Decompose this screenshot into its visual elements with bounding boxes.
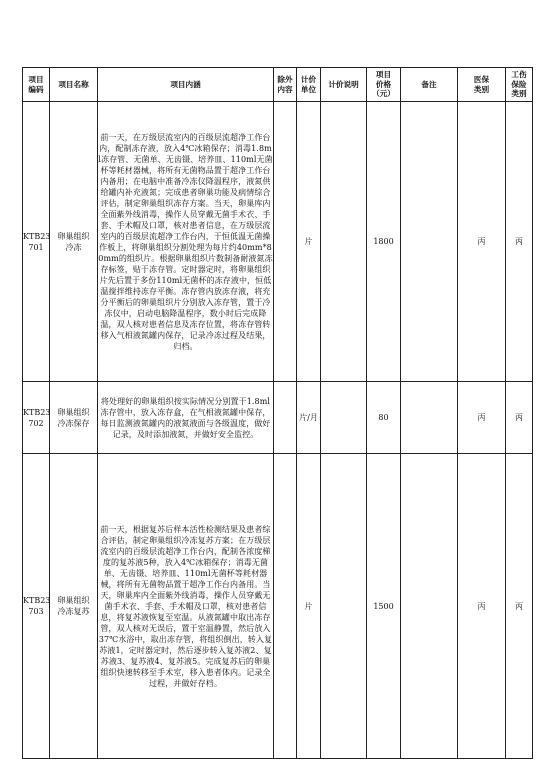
header-content: 项目内涵 xyxy=(98,68,274,102)
table-row xyxy=(23,102,533,382)
unit-cell: 片/月 xyxy=(297,382,321,454)
exclusions-cell xyxy=(274,382,297,454)
name-line: 冷冻复苏 xyxy=(57,607,90,616)
code-cell xyxy=(23,454,50,759)
header-injury-line: 保险 xyxy=(511,79,527,89)
table-header xyxy=(23,68,533,102)
header-injury-category xyxy=(506,68,533,102)
header-price-line: 价格 xyxy=(375,79,392,89)
unit-cell: 片 xyxy=(297,102,321,382)
name-line: 冷冻保存 xyxy=(57,418,90,428)
pricing-note-cell xyxy=(321,382,367,454)
header-code xyxy=(23,68,50,102)
header-insurance-line: 类别 xyxy=(473,84,490,94)
content-cell: 前一天，根据复苏后样本活性检测结果及患者综合评估，制定卵巢组织冷冻复苏方案；在万级层流室内的百级层流超净工作台内，配制各浓度梯度的复苏液5种，放入4℃冰箱保存；消毒无菌单、无齿镊、培养皿、110ml无菌杯等耗材器械，将所有无菌物品置于超净工作台内备用。当天，卵巢库内全面紫外线消毒，操作人员穿戴无菌手术衣、手套、手术帽及口罩，核对患者信息，将复苏液恢复至室温。从液氮罐中取出冻存管，双人核对无误后，置于室温静置，然后放入37℃水浴中，取出冻存管，将组织倒出，转入复苏液1，定时器定时，然后逐步转入复苏液2、复苏液3、复苏液4、复苏液5。完成复苏后的卵巢组织快速转移至手术室，移入患者体内。记录全过程，并做好存档。 xyxy=(98,454,274,759)
header-unit xyxy=(297,68,321,102)
name-line: 卵巢组织 xyxy=(57,596,90,605)
name-line: 卵巢组织 xyxy=(57,231,90,241)
code-line: KTB23 xyxy=(23,407,51,417)
exclusions-cell xyxy=(274,454,297,759)
price-cell: 1800 xyxy=(367,102,401,382)
insurance-category-cell: 丙 xyxy=(458,102,506,382)
price-cell: 1500 xyxy=(367,454,401,759)
code-cell xyxy=(23,102,50,382)
remarks-cell xyxy=(401,454,458,759)
price-cell: 80 xyxy=(367,382,401,454)
header-exclusions xyxy=(274,68,297,102)
unit-cell: 片 xyxy=(297,454,321,759)
code-cell xyxy=(23,382,50,454)
header-price xyxy=(367,68,401,102)
header-code-line: 项目 xyxy=(28,75,44,84)
insurance-category-cell: 丙 xyxy=(458,454,506,759)
code-line: KTB23 xyxy=(23,231,51,241)
header-remarks: 备注 xyxy=(401,68,458,102)
exclusions-cell xyxy=(274,102,297,382)
header-row xyxy=(23,68,533,102)
injury-category-cell: 丙 xyxy=(506,102,533,382)
code-line: 702 xyxy=(28,418,44,428)
name-cell xyxy=(50,102,98,382)
code-line: KTB23 xyxy=(23,596,51,605)
header-price-line: （元） xyxy=(372,89,395,99)
pricing-note-cell xyxy=(321,454,367,759)
header-injury-line: 类别 xyxy=(511,89,527,99)
table-row xyxy=(23,454,533,759)
header-injury-line: 工伤 xyxy=(511,70,527,80)
code-line: 703 xyxy=(28,607,44,616)
pricing-note-cell xyxy=(321,102,367,382)
header-price-line: 项目 xyxy=(375,70,392,80)
code-line: 701 xyxy=(28,242,44,252)
name-cell xyxy=(50,382,98,454)
header-unit-line: 单位 xyxy=(300,84,317,94)
header-unit-line: 计价 xyxy=(300,75,317,84)
remarks-cell xyxy=(401,102,458,382)
injury-category-cell: 丙 xyxy=(506,382,533,454)
header-code-line: 编码 xyxy=(28,84,44,94)
header-exclusions-line: 除外 xyxy=(277,75,293,84)
name-cell xyxy=(50,454,98,759)
name-line: 卵巢组织 xyxy=(57,407,90,417)
insurance-category-cell: 丙 xyxy=(458,382,506,454)
remarks-cell xyxy=(401,382,458,454)
content-cell: 前一天，在万级层流室内的百级层流超净工作台内，配制冻存液，放入4℃冰箱保存；消毒1.8ml冻存管、无菌单、无齿镊、培养皿、110ml无菌杯等耗材器械，将所有无菌物品置于超净工作台内备用；在电脑中准备冷冻仪降温程序，液氮供给罐内补充液氮；完成患者卵巢功能及病情综合评估，制定卵巢组织冻存方案。当天，卵巢库内全面紫外线消毒，操作人员穿戴无菌手术衣、手套、手术帽及口罩，核对患者信息，在万级层流室内的百级层流超净工作台内，于恒低温无菌操作板上，将卵巢组织分割处理为每片约40mm*80mm的组织片。根据卵巢组织片数制备耐液氮冻存标签，贴于冻存管。定时器定时，将卵巢组织片先后置于多份110ml无菌杯的冻存液中，恒低温搅拌维持冻存平衡。冻存管内放冻存液，将充分平衡后的卵巢组织片分别放入冻存管，置于冷冻仪中，启动电脑降温程序，数小时后完成降温，双人核对患者信息及冻存位置，将冻存管转移入气相液氮罐内保存，记录冷冻过程及结果，归档。 xyxy=(98,102,274,382)
header-pricing-note: 计价说明 xyxy=(321,68,367,102)
header-exclusions-line: 内容 xyxy=(277,84,293,94)
name-line: 冷冻 xyxy=(65,242,82,252)
fee-schedule-table xyxy=(22,67,533,759)
injury-category-cell: 丙 xyxy=(506,454,533,759)
header-name: 项目名称 xyxy=(50,68,98,102)
header-insurance-category xyxy=(458,68,506,102)
content-cell: 将处理好的卵巢组织按实际情况分别置于1.8ml冻存管中，放入冻存盒，在气相液氮罐中保存，每日监测液氮罐内的液氮液面与各级温度，做好记录，及时添加液氮，并做好安全监控。 xyxy=(98,382,274,454)
table-row xyxy=(23,382,533,454)
header-insurance-line: 医保 xyxy=(473,75,490,84)
table-body xyxy=(23,102,533,759)
